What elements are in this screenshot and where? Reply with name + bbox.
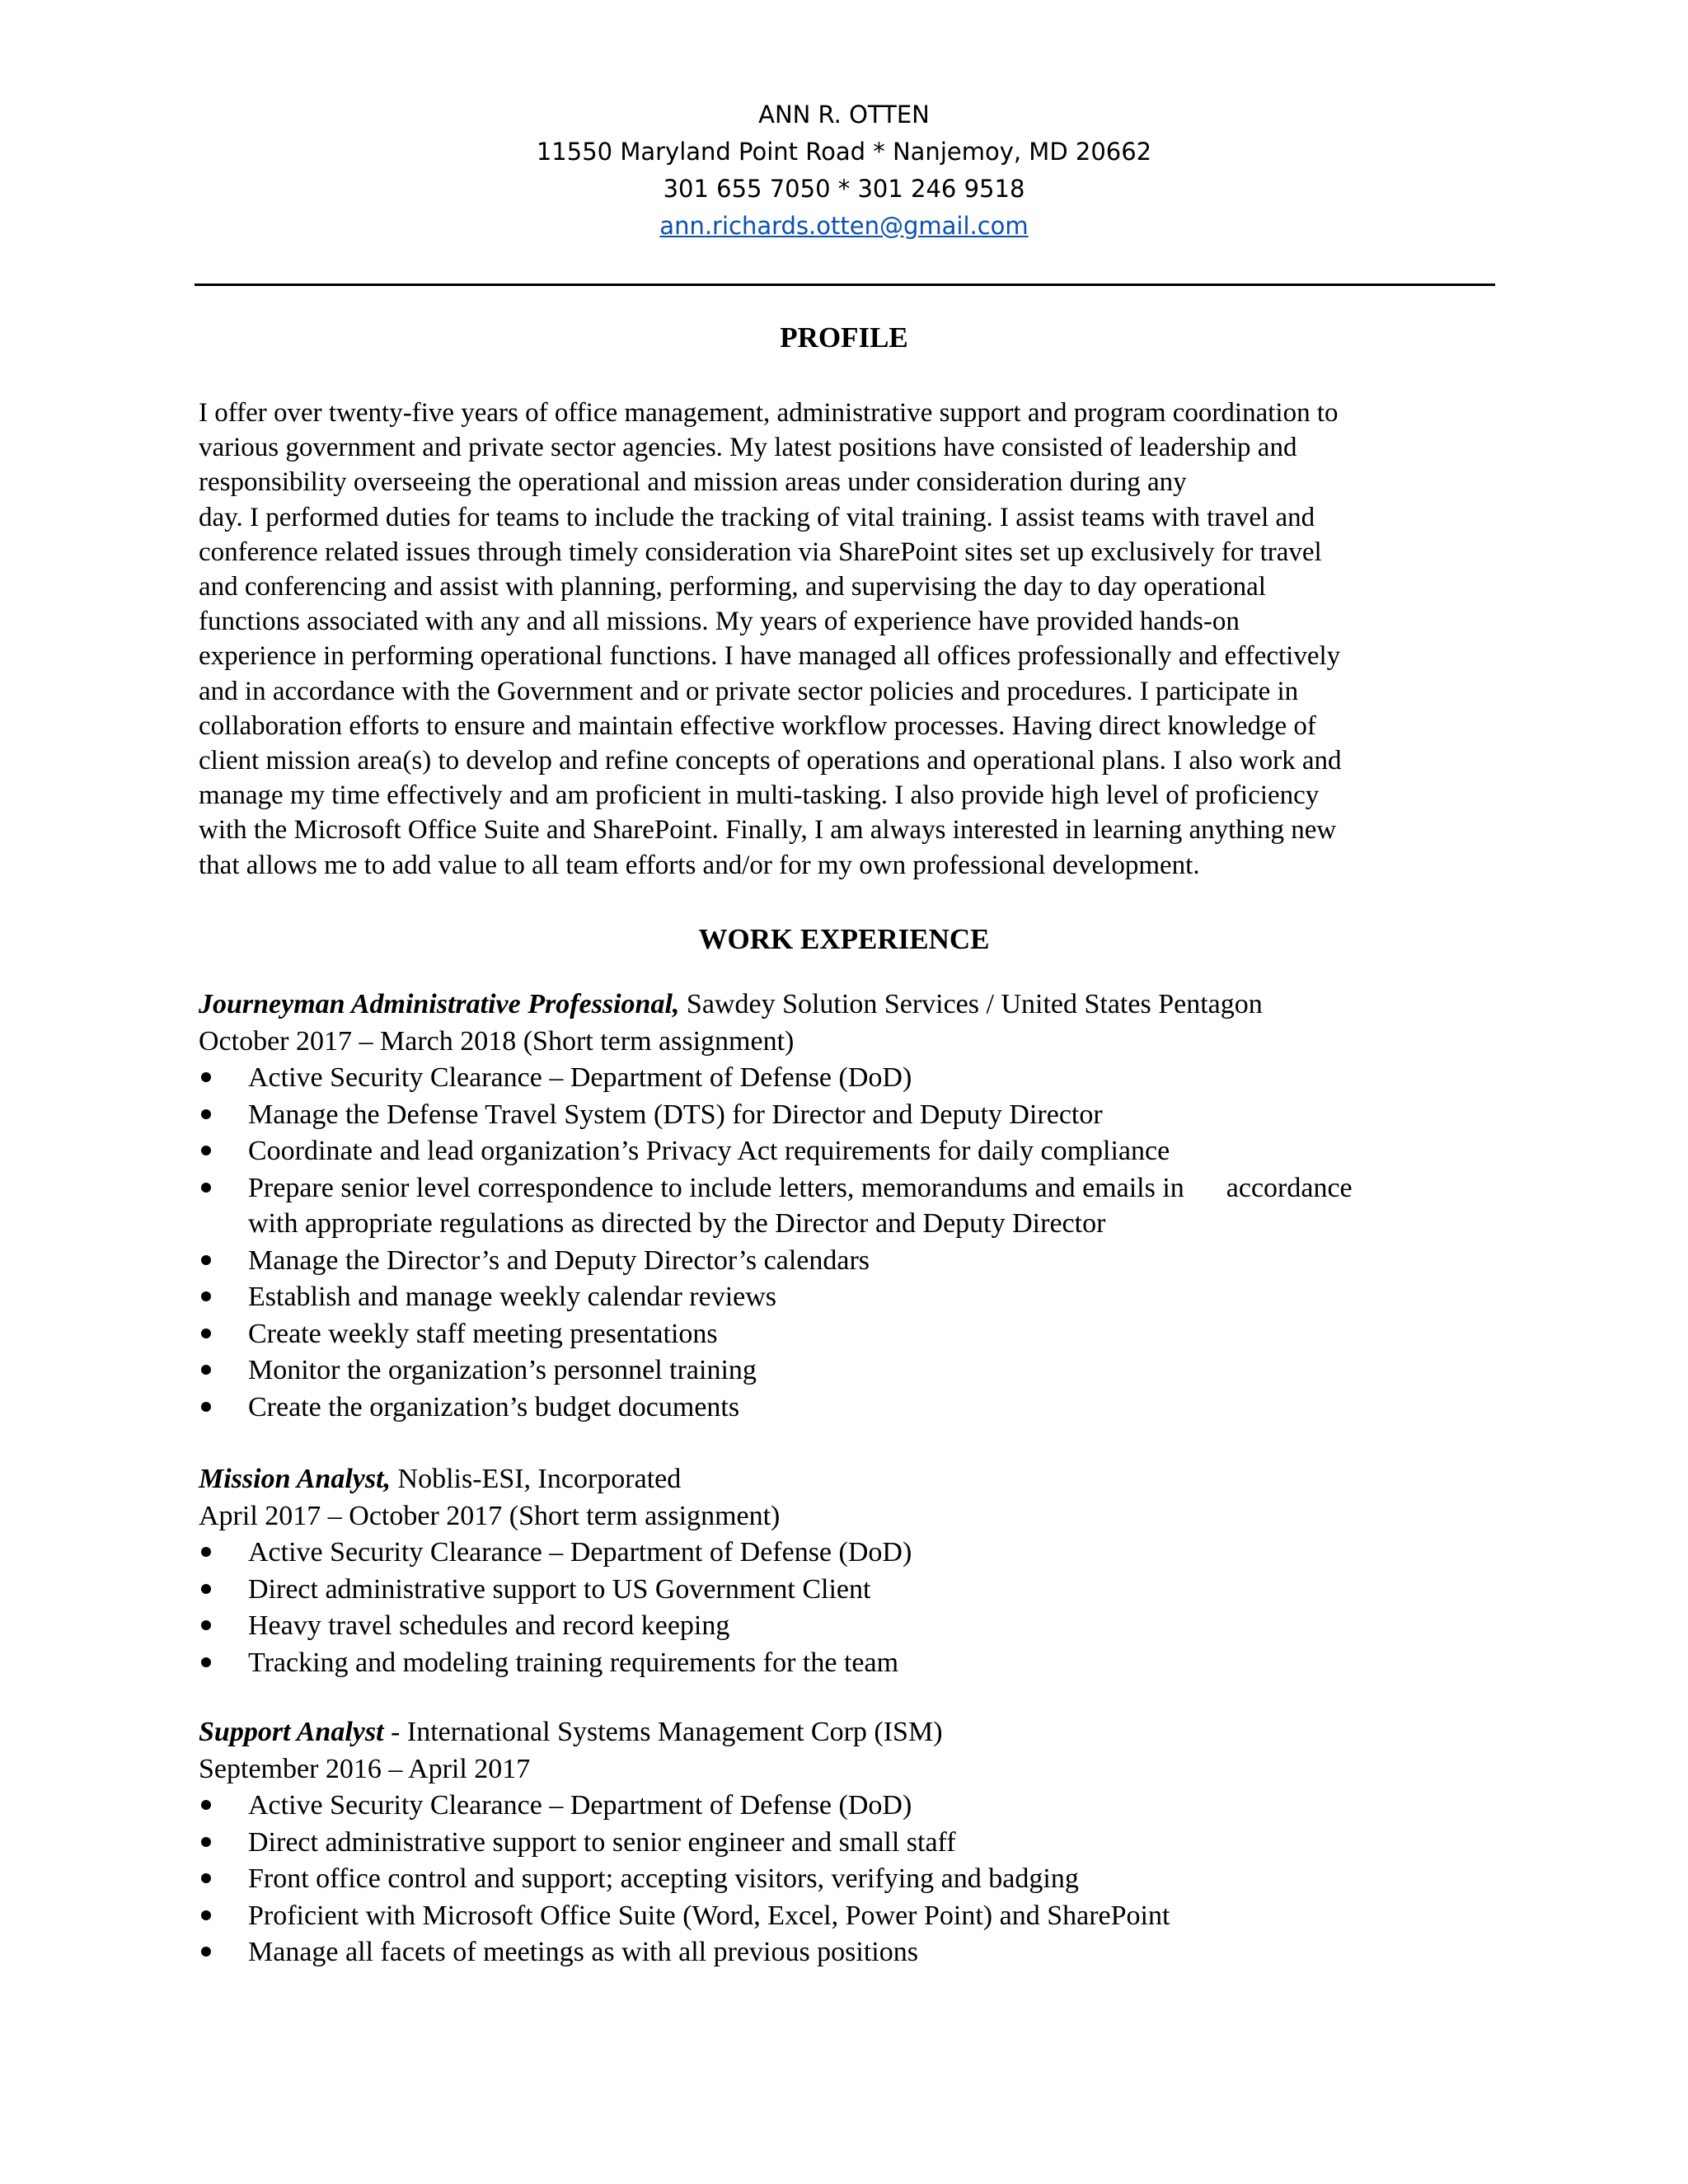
contact-header: [0, 96, 1688, 245]
bullet-text: Create the organization’s budget documents: [248, 1391, 740, 1422]
job-bullet-list: [199, 1060, 1517, 1426]
bullet-icon: [201, 1947, 211, 1957]
job-bullet: [199, 1390, 1517, 1427]
bullet-icon: [201, 1837, 211, 1847]
job-bullet: [199, 1825, 1517, 1862]
job-title-line: [199, 1461, 1517, 1498]
job-bullet: [199, 1572, 1517, 1609]
job-bullet: [199, 1060, 1517, 1097]
job-employer: Sawdey Solution Services / United States Pentagon: [679, 989, 1263, 1019]
job-bullet: [199, 1934, 1517, 1971]
profile-line: and conferencing and assist with planning, performing, and supervising the day to day operational: [199, 572, 1266, 602]
profile-line: with the Microsoft Office Suite and SharePoint. Finally, I am always interested in learning anything new: [199, 815, 1337, 846]
job-bullet: [199, 1788, 1517, 1825]
job-bullet: [199, 1898, 1517, 1935]
profile-line: and in accordance with the Government and or private sector policies and procedures. I participate in: [199, 676, 1299, 706]
profile-line: conference related issues through timely consideration via SharePoint sites set up exclusively for travel: [199, 537, 1322, 567]
phone-line: 301 655 7050 * 301 246 9518: [663, 175, 1025, 203]
bullet-text: Front office control and support; accepting visitors, verifying and badging: [248, 1863, 1079, 1894]
bullet-icon: [201, 1329, 211, 1338]
bullet-icon: [201, 1547, 211, 1557]
job-bullet: [199, 1097, 1517, 1134]
bullet-icon: [201, 1072, 211, 1082]
job-bullet: [199, 1279, 1517, 1316]
bullet-text: Establish and manage weekly calendar reviews: [248, 1282, 777, 1312]
bullet-text: Heavy travel schedules and record keeping: [248, 1610, 730, 1641]
job-bullet: [199, 1352, 1517, 1390]
bullet-icon: [201, 1873, 211, 1883]
header-divider: [195, 284, 1495, 286]
bullet-text: Manage all facets of meetings as with all previous positions: [248, 1937, 918, 1967]
job-entry: [199, 1714, 1517, 1971]
bullet-text: Proficient with Microsoft Office Suite (Word, Excel, Power Point) and SharePoint: [248, 1900, 1170, 1931]
profile-line: various government and private sector agencies. My latest positions have consisted of leadership and: [199, 433, 1297, 463]
bullet-text: Manage the Director’s and Deputy Director’s calendars: [248, 1244, 870, 1276]
job-bullet-continuation: [199, 1206, 1517, 1243]
email-link[interactable]: ann.richards.otten@gmail.com: [659, 212, 1029, 240]
profile-line: client mission area(s) to develop and refine concepts of operations and operational plans. I also work and: [199, 746, 1342, 776]
job-employer: - International Systems Management Corp (ISM): [383, 1717, 943, 1747]
job-title: Mission Analyst,: [199, 1464, 392, 1494]
bullet-icon: [201, 1291, 211, 1301]
profile-line: responsibility overseeing the operational and mission areas under consideration during any: [199, 467, 1187, 498]
bullet-icon: [201, 1910, 211, 1920]
profile-heading: PROFILE: [780, 321, 908, 354]
bullet-text: Manage the Defense Travel System (DTS) for Director and Deputy Director: [248, 1099, 1103, 1130]
bullet-icon: [201, 1365, 211, 1375]
bullet-text: Active Security Clearance – Department of Defense (DoD): [248, 1537, 912, 1568]
work-experience-heading: WORK EXPERIENCE: [698, 923, 990, 955]
job-bullet: [199, 1645, 1517, 1682]
job-employer: Noblis-ESI, Incorporated: [391, 1464, 682, 1494]
job-title-line: [199, 1714, 1517, 1751]
job-dates: April 2017 – October 2017 (Short term assignment): [199, 1500, 781, 1531]
job-bullet: [199, 1316, 1517, 1353]
profile-line: I offer over twenty-five years of office management, administrative support and program coordination to: [199, 398, 1339, 428]
bullet-text: Active Security Clearance – Department of Defense (DoD): [248, 1790, 912, 1821]
bullet-text: Tracking and modeling training requirements for the team: [248, 1647, 899, 1678]
applicant-name: ANN R. OTTEN: [758, 101, 930, 129]
bullet-text: Create weekly staff meeting presentations: [248, 1318, 718, 1349]
job-title-line: [199, 987, 1517, 1024]
bullet-icon: [201, 1255, 211, 1265]
bullet-text: Prepare senior level correspondence to include letters, memorandums and emails in accordance: [248, 1172, 1353, 1203]
bullet-icon: [201, 1620, 211, 1630]
job-bullet: [199, 1170, 1517, 1207]
bullet-icon: [201, 1800, 211, 1810]
job-title: Support Analyst: [199, 1717, 384, 1747]
job-entry: [199, 1461, 1517, 1681]
job-bullet: [199, 1243, 1517, 1280]
bullet-icon: [201, 1109, 211, 1119]
bullet-icon: [201, 1183, 211, 1193]
bullet-text: with appropriate regulations as directed by the Director and Deputy Director: [248, 1208, 1106, 1239]
bullet-icon: [201, 1584, 211, 1594]
bullet-text: Direct administrative support to senior engineer and small staff: [248, 1826, 956, 1858]
job-bullet-list: [199, 1788, 1517, 1971]
profile-line: that allows me to add value to all team efforts and/or for my own professional development.: [199, 850, 1200, 880]
job-bullet: [199, 1133, 1517, 1170]
profile-line: experience in performing operational functions. I have managed all offices professionally and effectively: [199, 641, 1341, 672]
job-entry: [199, 987, 1517, 1426]
job-dates: October 2017 – March 2018 (Short term assignment): [199, 1025, 795, 1057]
job-bullet: [199, 1608, 1517, 1645]
job-bullet: [199, 1861, 1517, 1898]
bullet-icon: [201, 1657, 211, 1667]
profile-line: manage my time effectively and am proficient in multi-tasking. I also provide high level of proficiency: [199, 780, 1320, 811]
bullet-icon: [201, 1146, 211, 1155]
bullet-icon: [201, 1402, 211, 1412]
bullet-text: Coordinate and lead organization’s Privacy Act requirements for daily compliance: [248, 1136, 1170, 1166]
job-bullet-list: [199, 1535, 1517, 1681]
bullet-text: Active Security Clearance – Department of Defense (DoD): [248, 1062, 912, 1093]
profile-line: functions associated with any and all missions. My years of experience have provided hands-on: [199, 607, 1240, 637]
job-title: Journeyman Administrative Professional,: [199, 989, 680, 1019]
job-dates: September 2016 – April 2017: [199, 1753, 531, 1784]
bullet-text: Direct administrative support to US Government Client: [248, 1573, 871, 1605]
address-line: 11550 Maryland Point Road * Nanjemoy, MD 20662: [536, 138, 1152, 166]
job-bullet: [199, 1535, 1517, 1572]
profile-line: day. I performed duties for teams to include the tracking of vital training. I assist teams with travel and: [199, 502, 1315, 532]
profile-line: collaboration efforts to ensure and maintain effective workflow processes. Having direct knowledge of: [199, 710, 1316, 741]
profile-paragraph: [199, 396, 1501, 883]
bullet-text: Monitor the organization’s personnel training: [248, 1355, 757, 1385]
